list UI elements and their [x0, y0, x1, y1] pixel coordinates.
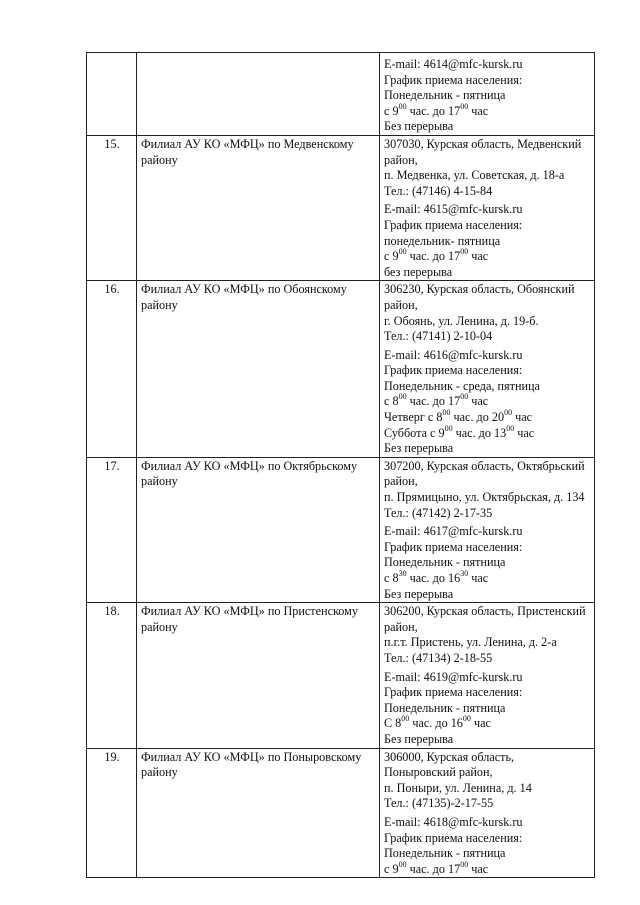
- contact-line: Поныровский район,: [384, 765, 493, 780]
- table-row: [87, 603, 595, 748]
- contact-line: Понедельник - пятница: [384, 555, 506, 570]
- break-note: Без перерыва: [384, 119, 454, 134]
- hours-to: час. до 16: [412, 716, 463, 731]
- hours-unit: час: [517, 425, 535, 440]
- schedule-hours: [384, 394, 591, 410]
- contact-line: Понедельник - пятница: [384, 846, 506, 861]
- hours-unit: час: [471, 394, 489, 409]
- branch-contacts: [380, 135, 595, 280]
- table-row: [87, 457, 595, 602]
- schedule-hours: [384, 410, 591, 426]
- break-note: Без перерыва: [384, 586, 454, 601]
- hours-from: С 8: [384, 716, 402, 731]
- contact-line: г. Обоянь, ул. Ленина, д. 19-б.: [384, 313, 539, 328]
- contact-line: E-mail: 4615@mfc-kursk.ru: [384, 202, 523, 217]
- row-number: [87, 53, 137, 136]
- schedule-hours: [384, 859, 591, 878]
- branch-name: Филиал АУ КО «МФЦ» по Медвенскому району: [137, 135, 380, 280]
- hours-from: с 9: [384, 103, 399, 118]
- branches-table: [86, 52, 595, 878]
- branch-contacts: [380, 748, 595, 878]
- branch-name: Филиал АУ КО «МФЦ» по Поныровскому району: [137, 748, 380, 878]
- hours-unit: час: [473, 716, 491, 731]
- branch-contacts: [380, 603, 595, 748]
- contact-line: Понедельник - пятница: [384, 700, 506, 715]
- hours-to-minutes: 30: [460, 568, 469, 578]
- branch-contacts: [380, 457, 595, 602]
- table-row: [87, 748, 595, 878]
- branch-contacts: [380, 53, 595, 136]
- contact-line: понедельник- пятница: [384, 233, 501, 248]
- hours-to-minutes: 00: [506, 423, 515, 433]
- hours-from: с 8: [384, 394, 399, 409]
- row-number: 15.: [87, 135, 137, 280]
- contact-line: Понедельник - среда, пятница: [384, 378, 540, 393]
- hours-to-minutes: 00: [462, 714, 471, 724]
- contact-line: E-mail: 4619@mfc-kursk.ru: [384, 669, 523, 684]
- hours-unit: час: [471, 861, 489, 876]
- contact-line: График приема населения:: [384, 72, 523, 87]
- hours-to-minutes: 00: [460, 859, 469, 869]
- hours-to: час. до 16: [409, 571, 461, 585]
- contact-line: График приема населения:: [384, 685, 523, 700]
- row-number: 16.: [87, 281, 137, 458]
- row-number: 19.: [87, 748, 137, 878]
- contact-line: 306200, Курская область, Пристенский район,: [384, 604, 586, 634]
- hours-from-minutes: 00: [398, 392, 407, 402]
- contact-line: Тел.: (47142) 2-17-35: [384, 505, 493, 520]
- hours-to: час. до 17: [409, 394, 461, 409]
- break-note: Без перерыва: [384, 731, 454, 746]
- hours-to: час. до 17: [409, 103, 461, 118]
- hours-to-minutes: 00: [460, 101, 469, 111]
- schedule-hours: [384, 101, 591, 120]
- hours-from-minutes: 00: [398, 247, 407, 257]
- table-row: [87, 135, 595, 280]
- contact-line: Тел.: (47134) 2-18-55: [384, 650, 493, 665]
- contact-line: График приема населения:: [384, 539, 523, 554]
- schedule-hours: [384, 568, 591, 587]
- break-note: Без перерыва: [384, 441, 454, 456]
- hours-from: с 8: [384, 571, 399, 585]
- schedule-hours: [384, 423, 591, 442]
- contact-line: 307200, Курская область, Октябрьский район,: [384, 458, 585, 489]
- branch-contacts: [380, 281, 595, 458]
- contact-line: 306000, Курская область,: [384, 749, 515, 764]
- table-row: [87, 53, 595, 136]
- hours-to-minutes: 00: [460, 247, 469, 257]
- row-number: 18.: [87, 603, 137, 748]
- hours-unit: час: [471, 103, 489, 118]
- contact-line: п. Прямицыно, ул. Октябрьская, д. 134: [384, 490, 585, 505]
- hours-to: час. до 13: [455, 425, 507, 440]
- hours-from-minutes: 00: [398, 859, 407, 869]
- branch-name: Филиал АУ КО «МФЦ» по Октябрьскому району: [137, 457, 380, 602]
- hours-from: с 9: [384, 861, 399, 876]
- hours-to: час. до 20: [453, 410, 505, 425]
- contact-line: Тел.: (47135)-2-17-55: [384, 796, 494, 811]
- contact-line: п. Поныри, ул. Ленина, д. 14: [384, 780, 532, 795]
- contact-line: E-mail: 4616@mfc-kursk.ru: [384, 347, 523, 362]
- branch-name: Филиал АУ КО «МФЦ» по Обоянскому району: [137, 281, 380, 458]
- break-note: без перерыва: [384, 264, 453, 279]
- hours-from-minutes: 00: [442, 408, 451, 417]
- hours-from-minutes: 00: [398, 101, 407, 111]
- row-number: 17.: [87, 457, 137, 602]
- hours-unit: час: [515, 410, 533, 425]
- hours-from-minutes: 00: [401, 714, 410, 724]
- contact-line: E-mail: 4618@mfc-kursk.ru: [384, 814, 523, 829]
- hours-from: Суббота с 9: [384, 425, 445, 440]
- hours-to-minutes: 00: [504, 408, 513, 417]
- contact-line: Понедельник - пятница: [384, 88, 506, 103]
- contact-line: График приема населения:: [384, 217, 523, 232]
- contact-line: График приема населения:: [384, 830, 523, 845]
- contact-line: График приема населения:: [384, 363, 523, 378]
- contact-line: Тел.: (47146) 4-15-84: [384, 183, 493, 198]
- hours-unit: час: [471, 249, 489, 264]
- hours-from-minutes: 30: [398, 568, 407, 578]
- schedule-hours: [384, 716, 591, 732]
- contact-line: п. Медвенка, ул. Советская, д. 18-а: [384, 168, 565, 183]
- contact-line: Тел.: (47141) 2-10-04: [384, 329, 493, 344]
- hours-unit: час: [471, 571, 489, 585]
- contact-line: 306230, Курская область, Обоянский район,: [384, 282, 575, 312]
- branch-name: [137, 53, 380, 136]
- hours-from: с 9: [384, 249, 399, 264]
- hours-to: час. до 17: [409, 249, 461, 264]
- schedule-hours: [384, 249, 591, 265]
- table-row: [87, 281, 595, 458]
- contact-line: п.г.т. Пристень, ул. Ленина, д. 2-а: [384, 635, 557, 650]
- hours-to: час. до 17: [409, 861, 461, 876]
- hours-to-minutes: 00: [460, 392, 469, 402]
- contact-line: 307030, Курская область, Медвенский район,: [384, 136, 582, 167]
- branch-name: Филиал АУ КО «МФЦ» по Пристенскому району: [137, 603, 380, 748]
- contact-line: E-mail: 4614@mfc-kursk.ru: [384, 57, 523, 71]
- contact-line: E-mail: 4617@mfc-kursk.ru: [384, 524, 523, 539]
- hours-from: Четверг с 8: [384, 410, 443, 425]
- hours-from-minutes: 00: [444, 423, 453, 433]
